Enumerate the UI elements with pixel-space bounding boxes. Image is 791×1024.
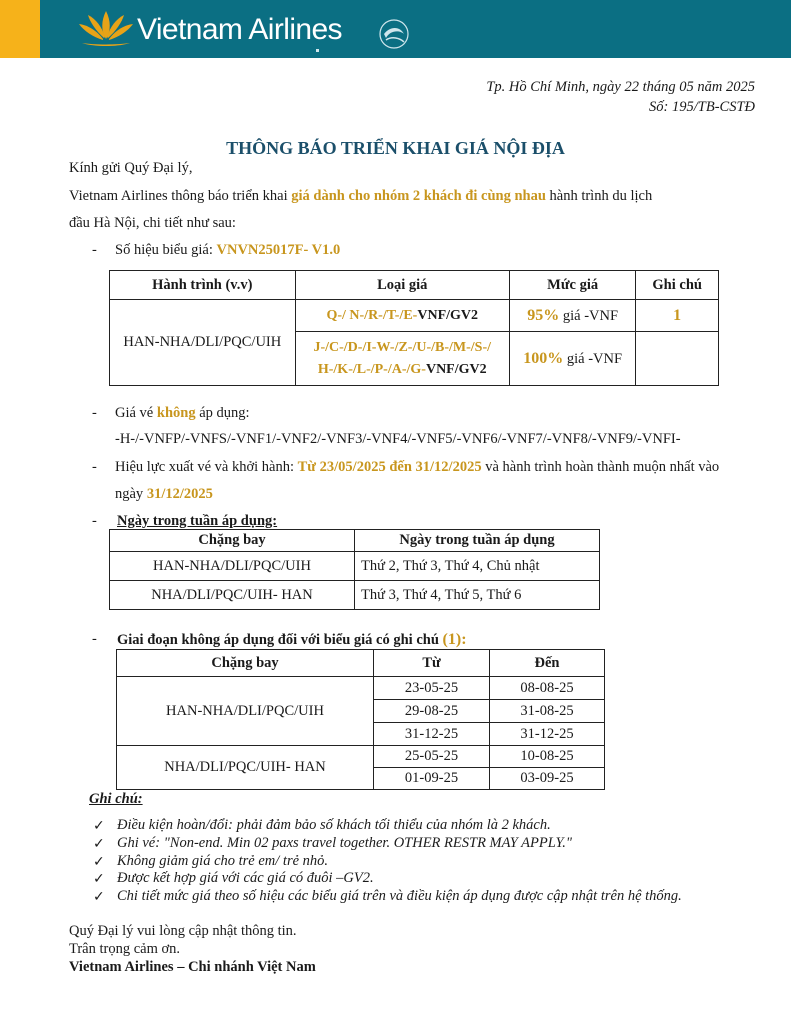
fare-class-dark: VNF/GV2 <box>417 307 479 323</box>
fare-class-dark: VNF/GV2 <box>425 361 487 377</box>
blackout-header-route: Chặng bay <box>117 650 374 677</box>
check-icon: ✓ <box>93 871 105 887</box>
check-icon: ✓ <box>93 889 105 905</box>
fare-table <box>109 270 719 386</box>
validity-end-date: 31/12/2025 <box>146 486 213 502</box>
not-applied-post: áp dụng: <box>195 405 250 421</box>
blackout-header-to: Đến <box>490 650 605 677</box>
fare-header-route: Hành trình (v.v) <box>110 271 296 300</box>
weekday-table <box>109 529 600 610</box>
fare-class-cell <box>295 300 509 332</box>
note-item: Ghi vé: "Non-end. Min 02 paxs travel together. OTHER RESTR MAY APPLY." <box>117 835 572 851</box>
intro-highlight: giá dành cho nhóm 2 khách đi cùng nhau <box>291 188 546 204</box>
fare-code: VNVN25017F- V1.0 <box>216 242 341 258</box>
fare-route-cell: HAN-NHA/DLI/PQC/UIH <box>110 300 296 386</box>
blackout-to-cell: 10-08-25 <box>490 746 605 768</box>
fare-level-cell <box>509 332 635 386</box>
weekday-days-cell: Thứ 2, Thứ 3, Thứ 4, Chủ nhật <box>355 552 600 581</box>
blackout-route-cell: HAN-NHA/DLI/PQC/UIH <box>117 677 374 746</box>
fare-class-gold: J-/C-/D-/I-W-/Z-/U-/B-/M-/S-/ <box>313 339 492 355</box>
note-item: Chi tiết mức giá theo số hiệu các biểu giá trên và điều kiện áp dụng được cập nhật trên hệ thống. <box>117 888 682 904</box>
fare-code-line <box>115 242 340 259</box>
header-dot <box>316 49 319 52</box>
blackout-route-cell: NHA/DLI/PQC/UIH- HAN <box>117 746 374 790</box>
weekday-header-days: Ngày trong tuần áp dụng <box>355 530 600 552</box>
fare-note-cell <box>636 332 719 386</box>
blackout-from-cell: 29-08-25 <box>374 700 490 723</box>
signature: Vietnam Airlines – Chi nhánh Việt Nam <box>69 959 316 975</box>
blackout-to-cell: 08-08-25 <box>490 677 605 700</box>
blackout-to-cell: 31-08-25 <box>490 700 605 723</box>
blackout-from-cell: 01-09-25 <box>374 768 490 790</box>
weekday-days-cell: Thứ 3, Thứ 4, Thứ 5, Thứ 6 <box>355 581 600 610</box>
greeting: Kính gửi Quý Đại lý, <box>69 160 193 176</box>
blackout-to-cell: 31-12-25 <box>490 723 605 746</box>
notes-heading: Ghi chú: <box>89 791 143 807</box>
validity-range: Từ 23/05/2025 đến 31/12/2025 <box>297 459 482 475</box>
validity-line-2 <box>115 486 213 503</box>
validity-pre: Hiệu lực xuất vé và khởi hành: <box>115 459 298 475</box>
not-applied-list: -H-/-VNFP/-VNFS/-VNF1/-VNF2/-VNF3/-VNF4/-VNF5/-VNF6/-VNF7/-VNF8/-VNF9/-VNFI- <box>115 431 681 447</box>
document-number: Số: 195/TB-CSTĐ <box>649 99 755 115</box>
fare-header-level: Mức giá <box>509 271 635 300</box>
header-banner <box>0 0 791 58</box>
validity-post: và hành trình hoàn thành muộn nhất vào <box>481 459 720 475</box>
place-date: Tp. Hồ Chí Minh, ngày 22 tháng 05 năm 2025 <box>486 79 755 95</box>
blackout-table <box>116 649 605 790</box>
weekday-heading: Ngày trong tuần áp dụng: <box>117 513 278 529</box>
brand-name: Vietnam Airlines <box>137 13 342 46</box>
bullet-dash: - <box>92 513 97 529</box>
blackout-heading <box>117 631 467 649</box>
validity-line2-pre: ngày <box>115 486 147 502</box>
fare-class-gold: Q-/ N-/R-/T-/E- <box>326 307 418 323</box>
fare-percent-suffix: giá -VNF <box>563 350 623 367</box>
blackout-from-cell: 23-05-25 <box>374 677 490 700</box>
intro-line-1 <box>69 188 652 205</box>
skyteam-logo-icon <box>372 12 416 52</box>
intro-line-2: đầu Hà Nội, chi tiết như sau: <box>69 215 236 231</box>
bullet-dash: - <box>92 242 97 258</box>
weekday-header-route: Chặng bay <box>110 530 355 552</box>
note-item: Điều kiện hoàn/đổi: phải đảm bảo số khách tối thiểu của nhóm là 2 khách. <box>117 817 551 833</box>
document-title: THÔNG BÁO TRIỂN KHAI GIÁ NỘI ĐỊA <box>226 138 565 158</box>
note-item: Không giảm giá cho trẻ em/ trẻ nhỏ. <box>117 853 329 869</box>
not-applied-highlight: không <box>156 405 196 421</box>
not-applied-pre: Giá vé <box>115 405 157 421</box>
bullet-dash: - <box>92 631 97 647</box>
fare-header-class: Loại giá <box>295 271 509 300</box>
blackout-to-cell: 03-09-25 <box>490 768 605 790</box>
fare-level-cell <box>509 300 635 332</box>
fare-header-note: Ghi chú <box>636 271 719 300</box>
blackout-heading-note: (1): <box>442 631 467 648</box>
closing-line-1: Quý Đại lý vui lòng cập nhật thông tin. <box>69 923 297 939</box>
fare-percent: 95% <box>527 306 560 324</box>
fare-class-cell <box>295 332 509 386</box>
lotus-logo-icon <box>76 7 136 51</box>
fare-note-cell: 1 <box>636 300 719 332</box>
blackout-from-cell: 25-05-25 <box>374 746 490 768</box>
closing-line-2: Trân trọng cảm ơn. <box>69 941 181 957</box>
fare-percent: 100% <box>523 349 564 367</box>
blackout-from-cell: 31-12-25 <box>374 723 490 746</box>
header-accent-bar <box>0 0 40 58</box>
check-icon: ✓ <box>93 854 105 870</box>
bullet-dash: - <box>92 405 97 421</box>
fare-percent-suffix: giá -VNF <box>559 307 619 324</box>
weekday-route-cell: NHA/DLI/PQC/UIH- HAN <box>110 581 355 610</box>
bullet-dash: - <box>92 459 97 475</box>
check-icon: ✓ <box>93 836 105 852</box>
note-item: Được kết hợp giá với các giá có đuôi –GV2. <box>117 870 374 886</box>
fare-code-label: Số hiệu biểu giá: <box>115 242 217 258</box>
weekday-route-cell: HAN-NHA/DLI/PQC/UIH <box>110 552 355 581</box>
blackout-header-from: Từ <box>374 650 490 677</box>
validity-line-1 <box>115 459 719 476</box>
not-applied-line <box>115 405 250 422</box>
intro-text-post: hành trình du lịch <box>545 188 653 204</box>
check-icon: ✓ <box>93 818 105 834</box>
fare-class-gold: H-/K-/L-/P-/A-/G- <box>317 361 426 377</box>
intro-text-pre: Vietnam Airlines thông báo triển khai <box>69 188 292 204</box>
blackout-heading-text: Giai đoạn không áp dụng đối với biểu giá có ghi chú <box>117 632 443 648</box>
